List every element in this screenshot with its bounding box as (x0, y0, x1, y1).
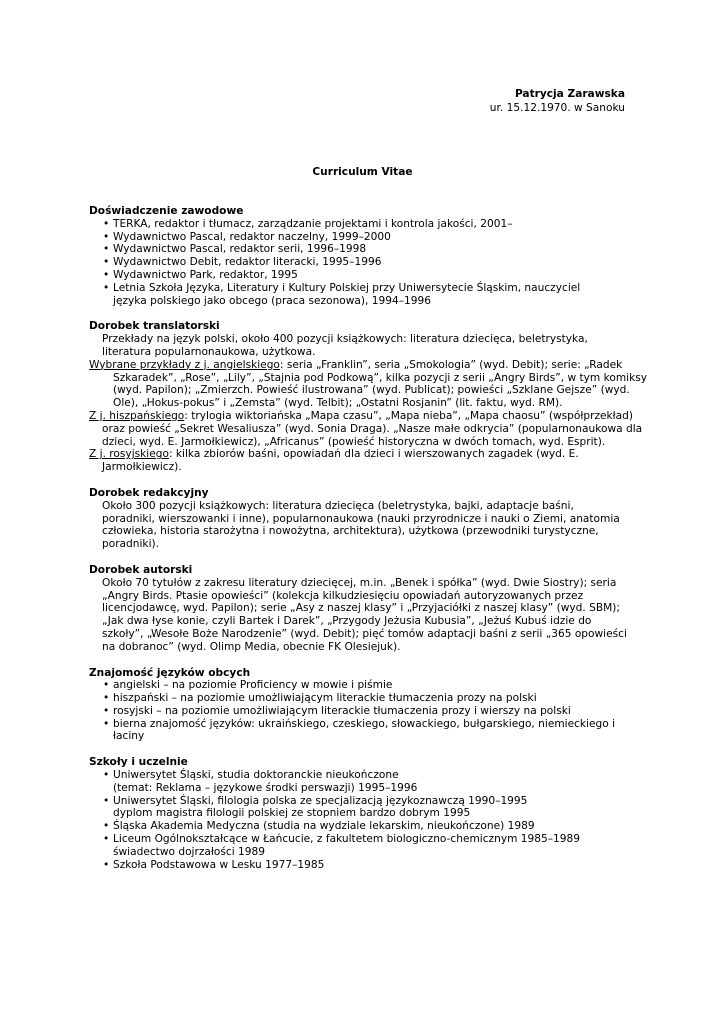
translations-english: Wybrane przykłady z j. angielskiego: seria „Franklin”, seria „Smokologia” (wyd. Debit); serie: „Radek Szkaradek”, „Rose”, „Lily”, „Stajnia pod Podkową”, kilka pozycji z serii „Angry Birds”, w tym komiksy (wyd. Papilon); „Zmierzch. Powieść ilustrowana” (wyd. Publicat); powieści „Szklane Gejsze” (wyd. Ole), „Hokus-pokus” i „Zemsta” (wyd. Telbit); „Ostatni Rosjanin” (lit. faktu, wyd. RM). (89, 358, 648, 410)
document-title: Curriculum Vitae (312, 166, 413, 178)
person-name: Patrycja Zarawska (514, 88, 625, 100)
section-authored (89, 564, 649, 654)
section-title-editorial: Dorobek redakcyjny (89, 486, 209, 499)
list-item: • Liceum Ogólnokształcące w Łańcucie, z fakultetem biologiczno-chemicznym 1985–1989 świadectwo dojrzałości 1989 (103, 833, 580, 858)
russian-label: Z j. rosyjskiego (89, 448, 169, 461)
section-languages (89, 667, 649, 744)
section-schools (89, 756, 649, 871)
section-editorial (89, 487, 649, 551)
english-label: Wybrane przykłady z j. angielskiego (89, 358, 280, 371)
list-item: • rosyjski – na poziomie umożliwiającym literackie tłumaczenia prozy i wierszy na polski (103, 704, 571, 717)
list-item: • Śląska Akademia Medyczna (studia na wydziale lekarskim, nieukończone) 1989 (103, 820, 535, 833)
languages-list (89, 679, 649, 743)
personal-header (490, 87, 625, 115)
cv-content (89, 205, 649, 884)
translations-spanish: Z j. hiszpańskiego: trylogia wiktoriańska „Mapa czasu”, „Mapa nieba”, „Mapa chaosu” (współprzekład) oraz powieść „Sekret Wesaliusza” (wyd. Sonia Draga). „Nasze małe odkrycia” (popularnonaukowa dla dzieci, wyd. E. Jarmołkiewicz), „Africanus” (powieść historyczna w dwóch tomach, wyd. Esprit). (89, 409, 643, 448)
editorial-text: Około 300 pozycji książkowych: literatura dziecięca (beletrystyka, bajki, adaptacje baśni, poradniki, wierszowanki i inne), popularnonaukowa (nauki przyrodnicze i nauki o Ziemi, anatomia człowieka, historia starożytna i nowożytna, architektura), użytkowa (przewodniki turystyczne, poradniki). (102, 499, 620, 551)
section-title-experience: Doświadczenie zawodowe (89, 205, 244, 217)
list-item: • bierna znajomość języków: ukraińskiego, czeskiego, słowackiego, bułgarskiego, niemieckiego i łaciny (103, 717, 616, 743)
list-item: • Uniwersytet Śląski, studia doktoranckie nieukończone (temat: Reklama – językowe środki perswazji) 1995–1996 (103, 769, 418, 794)
list-item: • hiszpański – na poziomie umożliwiającym literackie tłumaczenia prozy na polski (103, 692, 537, 705)
translations-intro: Przekłady na język polski, około 400 pozycji książkowych: literatura dziecięca, beletrystyka, literatura popularnonaukowa, użytkowa. (102, 333, 588, 358)
authored-text: Około 70 tytułów z zakresu literatury dziecięcej, m.in. „Benek i spółka” (wyd. Dwie Siostry); seria „Angry Birds. Ptasie opowieści” (kolekcja kilkudziesięciu opowiadań autoryzowanych przez licencjodawcę, wyd. Papilon); serie „Asy z naszej klasy” i „Przyjaciółki z naszej klasy” (wyd. SBM); „Jak dwa łyse konie, czyli Bartek i Darek”, „Przygody Jeżusia Kubusia”, „Jeżuś Kubuś idzie do szkoły”, „Wesołe Boże Narodzenie” (wyd. Debit); pięć tomów adaptacji baśni z serii „365 opowieści na dobranoc” (wyd. Olimp Media, obecnie FK Olesiejuk). (102, 576, 627, 653)
birth-info: ur. 15.12.1970. w Sanoku (489, 102, 625, 114)
section-title-languages: Znajomość języków obcych (89, 666, 251, 679)
list-item: • Letnia Szkoła Języka, Literatury i Kultury Polskiej przy Uniwersytecie Śląskim, nauczyciel języka polskiego jako obcego (praca sezonowa), 1994–1996 (103, 281, 581, 307)
spanish-label: Z j. hiszpańskiego (89, 409, 185, 422)
experience-list (89, 218, 649, 308)
list-item: • Wydawnictwo Park, redaktor, 1995 (103, 268, 298, 281)
list-item: • angielski – na poziomie Proficiency w mowie i piśmie (103, 679, 393, 692)
list-item: • TERKA, redaktor i tłumacz, zarządzanie projektami i kontrola jakości, 2001– (103, 217, 513, 230)
list-item: • Wydawnictwo Pascal, redaktor serii, 1996–1998 (103, 243, 367, 256)
section-title-translations: Dorobek translatorski (89, 320, 220, 333)
section-title-schools: Szkoły i uczelnie (89, 756, 188, 769)
list-item: • Wydawnictwo Pascal, redaktor naczelny, 1999–2000 (103, 230, 391, 243)
list-item: • Szkoła Podstawowa w Lesku 1977–1985 (103, 858, 325, 871)
list-item: • Uniwersytet Śląski, filologia polska ze specjalizacją językoznawczą 1990–1995 dyplom magistra filologii polskiej ze stopniem bardzo dobrym 1995 (103, 794, 528, 820)
section-experience (89, 205, 649, 307)
schools-list (89, 769, 649, 871)
list-item: • Wydawnictwo Debit, redaktor literacki, 1995–1996 (103, 256, 382, 269)
section-translations (89, 320, 649, 474)
section-title-authored: Dorobek autorski (89, 563, 193, 576)
translations-russian: Z j. rosyjskiego: kilka zbiorów baśni, opowiadań dla dzieci i wierszowanych zagadek (wyd. E. Jarmołkiewicz). (89, 448, 579, 474)
